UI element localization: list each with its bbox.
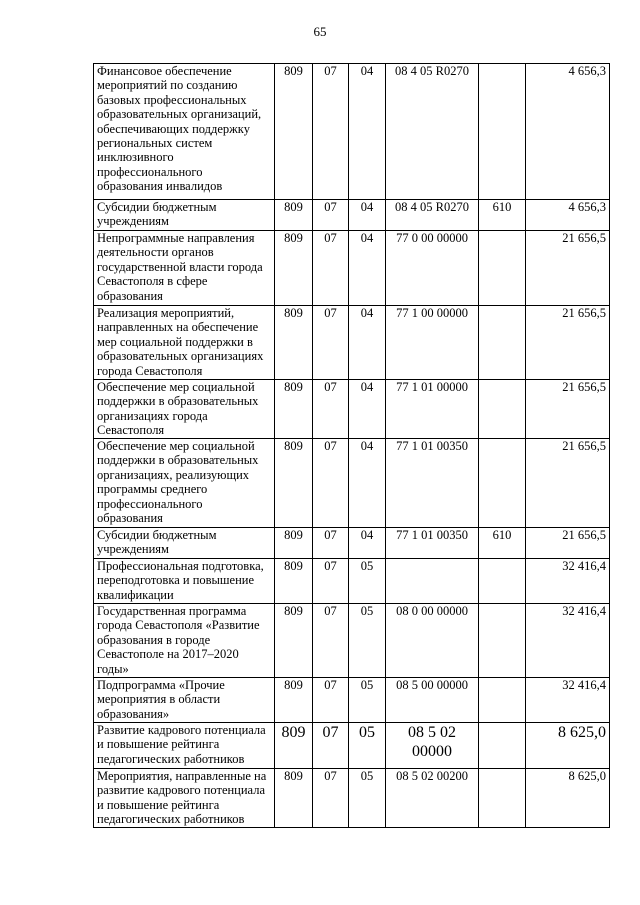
item-name: Государственная программа города Севастополя «Развитие образования в городе Севастополе на 2017–2020 годы»	[94, 604, 275, 678]
section-code: 07	[313, 231, 349, 306]
subsection-code: 05	[349, 559, 386, 604]
section-code: 07	[313, 769, 349, 828]
grbs-code: 809	[275, 200, 313, 231]
grbs-code: 809	[275, 769, 313, 828]
section-code: 07	[313, 380, 349, 439]
subsection-code: 05	[349, 723, 386, 769]
table-row	[94, 559, 610, 604]
amount: 21 656,5	[526, 306, 610, 380]
grbs-code: 809	[275, 678, 313, 723]
target-article-code: 08 4 05 R0270	[386, 64, 479, 200]
amount: 4 656,3	[526, 200, 610, 231]
target-article-code: 08 5 00 00000	[386, 678, 479, 723]
amount: 8 625,0	[526, 769, 610, 828]
table-row	[94, 723, 610, 769]
subsection-code: 04	[349, 439, 386, 528]
target-article-code: 77 1 00 00000	[386, 306, 479, 380]
item-name: Развитие кадрового потенциала и повышение рейтинга педагогических работников	[94, 723, 275, 769]
table-row	[94, 306, 610, 380]
subsection-code: 04	[349, 380, 386, 439]
expense-type-code	[479, 678, 526, 723]
table-row	[94, 528, 610, 559]
item-name: Реализация мероприятий, направленных на обеспечение мер социальной поддержки в образовательных организациях города Севастополя	[94, 306, 275, 380]
target-article-code: 08 5 02 00000	[386, 723, 479, 769]
grbs-code: 809	[275, 604, 313, 678]
grbs-code: 809	[275, 723, 313, 769]
target-article-code: 77 0 00 00000	[386, 231, 479, 306]
subsection-code: 05	[349, 769, 386, 828]
grbs-code: 809	[275, 64, 313, 200]
subsection-code: 04	[349, 200, 386, 231]
section-code: 07	[313, 306, 349, 380]
expense-type-code: 610	[479, 528, 526, 559]
budget-table	[93, 63, 610, 828]
table-row	[94, 200, 610, 231]
section-code: 07	[313, 439, 349, 528]
amount: 21 656,5	[526, 231, 610, 306]
target-article-code: 77 1 01 00350	[386, 528, 479, 559]
page-number: 65	[313, 24, 327, 39]
table-row	[94, 439, 610, 528]
section-code: 07	[313, 64, 349, 200]
section-code: 07	[313, 528, 349, 559]
item-name: Субсидии бюджетным учреждениям	[94, 528, 275, 559]
expense-type-code	[479, 559, 526, 604]
grbs-code: 809	[275, 231, 313, 306]
item-name: Непрограммные направления деятельности органов государственной власти города Севастополя в сфере образования	[94, 231, 275, 306]
target-article-code: 08 0 00 00000	[386, 604, 479, 678]
grbs-code: 809	[275, 380, 313, 439]
table-row	[94, 604, 610, 678]
target-article-code: 77 1 01 00350	[386, 439, 479, 528]
table-row	[94, 64, 610, 200]
amount: 21 656,5	[526, 439, 610, 528]
target-article-code	[386, 559, 479, 604]
item-name: Обеспечение мер социальной поддержки в образовательных организациях, реализующих программы среднего профессионального образования	[94, 439, 275, 528]
subsection-code: 04	[349, 231, 386, 306]
section-code: 07	[313, 200, 349, 231]
amount: 32 416,4	[526, 604, 610, 678]
expense-type-code	[479, 439, 526, 528]
item-name: Профессиональная подготовка, переподготовка и повышение квалификации	[94, 559, 275, 604]
item-name: Финансовое обеспечение мероприятий по созданию базовых профессиональных образовательных организаций, обеспечивающих поддержку региональных систем инклюзивного профессионального образования инвалидов	[94, 64, 275, 200]
grbs-code: 809	[275, 528, 313, 559]
item-name: Субсидии бюджетным учреждениям	[94, 200, 275, 231]
grbs-code: 809	[275, 306, 313, 380]
expense-type-code	[479, 723, 526, 769]
amount: 8 625,0	[526, 723, 610, 769]
expense-type-code	[479, 64, 526, 200]
grbs-code: 809	[275, 439, 313, 528]
expense-type-code	[479, 231, 526, 306]
amount: 4 656,3	[526, 64, 610, 200]
table-row	[94, 380, 610, 439]
amount: 21 656,5	[526, 380, 610, 439]
table-row	[94, 769, 610, 828]
target-article-code: 08 4 05 R0270	[386, 200, 479, 231]
expense-type-code	[479, 380, 526, 439]
section-code: 07	[313, 723, 349, 769]
subsection-code: 05	[349, 678, 386, 723]
table-row	[94, 678, 610, 723]
expense-type-code	[479, 306, 526, 380]
target-article-code: 77 1 01 00000	[386, 380, 479, 439]
amount: 32 416,4	[526, 678, 610, 723]
item-name: Подпрограмма «Прочие мероприятия в области образования»	[94, 678, 275, 723]
amount: 21 656,5	[526, 528, 610, 559]
section-code: 07	[313, 678, 349, 723]
subsection-code: 04	[349, 528, 386, 559]
target-article-code: 08 5 02 00200	[386, 769, 479, 828]
section-code: 07	[313, 559, 349, 604]
table-row	[94, 231, 610, 306]
item-name: Обеспечение мер социальной поддержки в образовательных организациях города Севастополя	[94, 380, 275, 439]
subsection-code: 04	[349, 306, 386, 380]
expense-type-code: 610	[479, 200, 526, 231]
item-name: Мероприятия, направленные на развитие кадрового потенциала и повышение рейтинга педагогических работников	[94, 769, 275, 828]
grbs-code: 809	[275, 559, 313, 604]
amount: 32 416,4	[526, 559, 610, 604]
expense-type-code	[479, 769, 526, 828]
section-code: 07	[313, 604, 349, 678]
expense-type-code	[479, 604, 526, 678]
subsection-code: 04	[349, 64, 386, 200]
subsection-code: 05	[349, 604, 386, 678]
